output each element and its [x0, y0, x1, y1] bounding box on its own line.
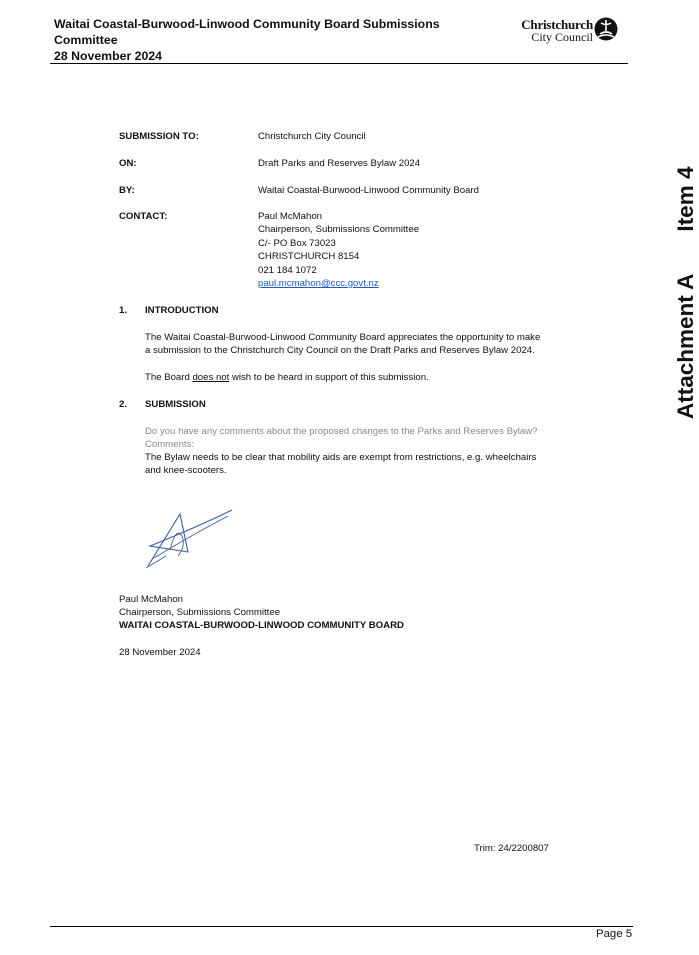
submission-answer-line-1: The Bylaw needs to be clear that mobility aids are exempt from restrictions, e.g. wheelchairs	[145, 452, 537, 463]
submission-question: Do you have any comments about the proposed changes to the Parks and Reserves Bylaw?	[145, 426, 538, 437]
signatory-name: Paul McMahon	[119, 594, 183, 605]
christchurch-city-council-logo-icon	[594, 17, 618, 41]
header-title-line-2: Committee	[54, 33, 118, 47]
by-label: BY:	[119, 185, 135, 196]
contact-phone: 021 184 1072	[258, 264, 317, 276]
intro-paragraph-1	[145, 331, 565, 358]
signature-date: 28 November 2024	[119, 647, 201, 658]
signatory-board: WAITAI COASTAL-BURWOOD-LINWOOD COMMUNITY BOARD	[119, 620, 404, 631]
submission-answer	[145, 451, 565, 478]
page-number: Page 5	[596, 928, 633, 940]
contact-role: Chairperson, Submissions Committee	[258, 224, 420, 236]
on-label: ON:	[119, 158, 137, 169]
document-header-title	[54, 16, 454, 64]
submission-to-label: SUBMISSION TO:	[119, 131, 199, 142]
submission-answer-line-2: and knee-scooters.	[145, 465, 227, 477]
logo-text-line-1: Christchurch	[521, 17, 593, 32]
section-2-heading: SUBMISSION	[145, 399, 206, 410]
contact-city: CHRISTCHURCH 8154	[258, 251, 360, 263]
header-title-line-1: Waitai Coastal-Burwood-Linwood Community Board Submissions	[54, 17, 440, 31]
submission-to-value: Christchurch City Council	[258, 131, 366, 142]
section-1-heading: INTRODUCTION	[145, 305, 219, 316]
section-1-number: 1.	[119, 305, 128, 316]
trim-reference: Trim: 24/2200807	[474, 843, 549, 854]
by-value: Waitai Coastal-Burwood-Linwood Community Board	[258, 185, 479, 196]
contact-name: Paul McMahon	[258, 211, 322, 222]
contact-label: CONTACT:	[119, 211, 168, 222]
section-2-number: 2.	[119, 399, 128, 410]
contact-email-link[interactable]: paul.mcmahon@ccc.govt.nz	[258, 278, 379, 290]
logo-text-line-2: City Council	[531, 30, 593, 44]
signatory-role: Chairperson, Submissions Committee	[119, 607, 281, 618]
attachment-label: Attachment A	[673, 273, 698, 419]
intro-paragraph-2	[145, 371, 565, 384]
comments-label: Comments:	[145, 439, 195, 450]
council-logo	[510, 16, 620, 46]
contact-block	[258, 210, 419, 290]
side-attachment-label	[640, 155, 698, 425]
handwritten-signature	[140, 506, 240, 572]
intro-paragraph-2-start: The Board	[145, 372, 193, 383]
intro-paragraph-2-emphasis: does not	[192, 372, 230, 383]
item-label: Item 4	[673, 166, 698, 232]
footer-rule	[50, 926, 633, 927]
header-date: 28 November 2024	[54, 49, 163, 63]
intro-paragraph-2-end: wish to be heard in support of this submission.	[229, 372, 429, 383]
contact-po-box: C/- PO Box 73023	[258, 237, 336, 249]
header-rule	[50, 63, 628, 64]
intro-paragraph-1-line-2: a submission to the Christchurch City Council on the Draft Parks and Reserves Bylaw 2024.	[145, 345, 535, 357]
on-value: Draft Parks and Reserves Bylaw 2024	[258, 158, 421, 169]
intro-paragraph-1-line-1: The Waitai Coastal-Burwood-Linwood Community Board appreciates the opportunity to make	[145, 332, 541, 343]
